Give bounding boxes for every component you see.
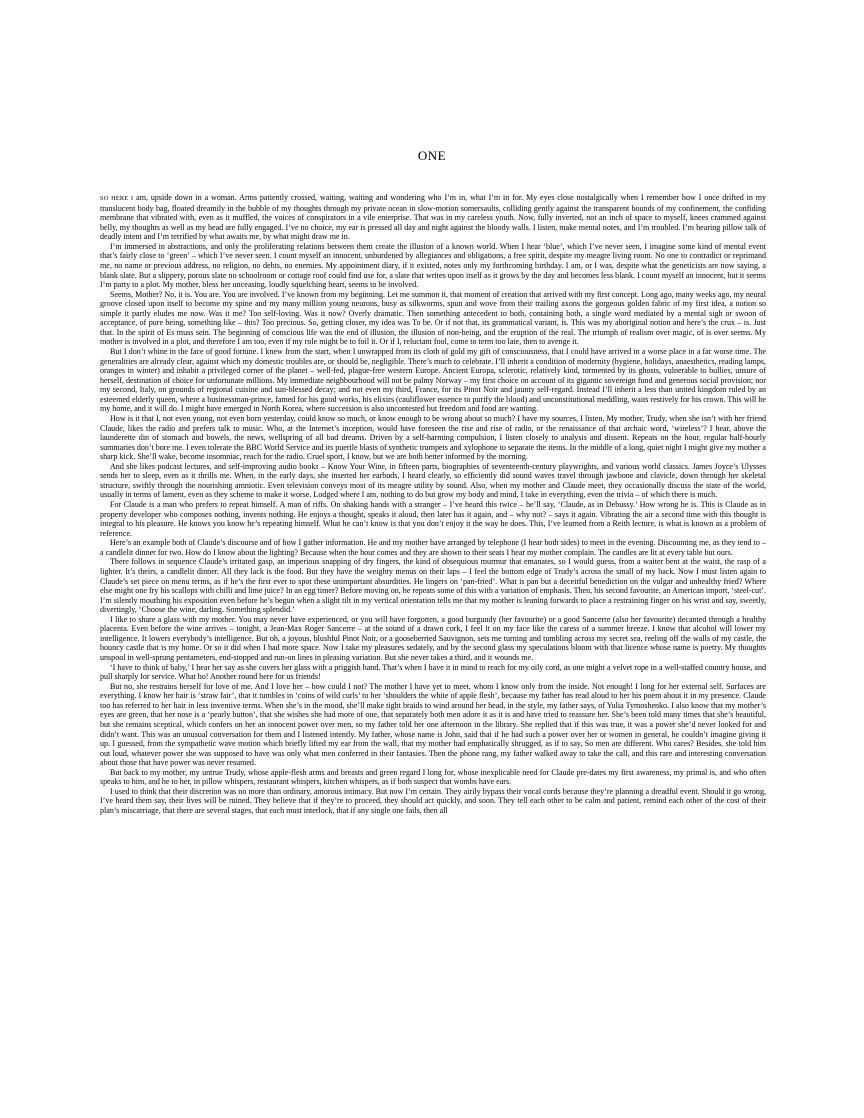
paragraph: I used to think that their discretion was no more than ordinary, amorous intimacy. But now I’m certain. They airily bypass their vocal cords because they’re planning a dreadful event. Should it go wrong, I’ve heard them say, their lives will be ruined. They believe that if they’re to proceed, they should act quickly, and soon. They tell each other to be calm and patient, remind each other of the cost of their plan’s miscarriage, that there are several stages, that each must interlock, that if any single one fails, then all <box>100 786 766 815</box>
paragraph: For Claude is a man who prefers to repeat himself. A man of riffs. On shaking hands with a stranger – I’ve heard this twice – he’ll say, ‘Claude, as in Debussy.’ How wrong he is. This is Claude as in property developer who composes nothing, invents nothing. He enjoys a thought, speaks it aloud, then later has it again, and – why not? – says it again. Vibrating the air a second time with this thought is integral to his pleasure. He knows you know he’s repeating himself. What he can’t know is that you don’t enjoy it the way he does. This, I’ve learned from a Reith lecture, is what is known as a problem of reference. <box>100 500 766 538</box>
paragraph: But I don’t whine in the face of good fortune. I knew from the start, when I unwrapped from its cloth of gold my gift of consciousness, that I could have arrived in a worse place in a far worse time. The generalities are already clear, against which my domestic troubles are, or should be, negligible. There’s much to celebrate. I’ll inherit a condition of modernity (hygiene, holidays, anaesthetics, reading lamps, oranges in winter) and inhabit a privileged corner of the planet – well-fed, plague-free western Europe. Ancient Europa, sclerotic, relatively kind, tormented by its ghosts, vulnerable to bullies, unsure of herself, destination of choice for unfortunate millions. My immediate neighbourhood will not be palmy Norway – my first choice on account of its gigantic sovereign fund and generous social provision; nor my second, Italy, on grounds of regional cuisine and sun-blessed decay; and not even my third, France, for its Pinot Noir and jaunty self-regard. Instead I’ll inherit a less than united kingdom ruled by an esteemed elderly queen, where a businessman-prince, famed for his good works, his elixirs (cauliflower essence to purify the blood) and unconstitutional meddling, waits restively for his crown. This will be my home, and it will do. I might have emerged in North Korea, where succession is also uncontested but freedom and food are wanting. <box>100 347 766 414</box>
chapter-title: ONE <box>417 148 447 163</box>
paragraph: Seems, Mother? No, it is. You are. You are involved. I’ve known from my beginning. Let me summon it, that moment of creation that arrived with my first concept. Long ago, many weeks ago, my neural groove closed upon itself to become my spine and my many million young neurons, busy as silkworms, spun and wove from their trailing axons the gorgeous golden fabric of my first idea, a notion so simple it partly eludes me now. Was it me? Too self-loving. Was it now? Overly dramatic. Then something antecedent to both, containing both, a single word mediated by a mental sigh or swoon of acceptance, of pure being, something like – this? Too precious. So, getting closer, my idea was To be. Or if not that, its grammatical variant, is. This was my aboriginal notion and here’s the crux – is. Just that. In the spirit of Es muss sein. The beginning of conscious life was the end of illusion, the illusion of non-being, and the eruption of the real. The triumph of realism over magic, of is over seems. My mother is involved in a plot, and therefore I am too, even if my role might be to foil it. Or if I, reluctant fool, come to term too late, then to avenge it. <box>100 289 766 347</box>
paragraph: Here’s an example both of Claude’s discourse and of how I gather information. He and my mother have arranged by telephone (I hear both sides) to meet in the evening. Discounting me, as they tend to – a candlelit dinner for two. How do I know about the lighting? Because when the hour comes and they are shown to their seats I hear my mother complain. The candles are lit at every table but ours. <box>100 538 766 557</box>
small-caps-lead: SO HERE I <box>100 195 134 202</box>
paragraph: And she likes podcast lectures, and self-improving audio books – Know Your Wine, in fifteen parts, biographies of seventeenth-century playwrights, and various world classics. James Joyce’s Ulysses sends her to sleep, even as it thrills me. When, in the early days, she inserted her earbuds, I heard clearly, so efficiently did sound waves travel through jawbone and clavicle, down through her skeletal structure, swiftly through the nourishing amniotic. Even television conveys most of its meagre utility by sound. Also, when my mother and Claude meet, they occasionally discuss the state of the world, usually in terms of lament, even as they scheme to make it worse. Lodged where I am, nothing to do but grow my body and mind, I take in everything, even the trivia – of which there is much. <box>100 461 766 500</box>
paragraph: I like to share a glass with my mother. You may never have experienced, or you will have forgotten, a good burgundy (her favourite) or a good Sancerre (also her favourite) decanted through a healthy placenta. Even before the wine arrives – tonight, a Jean-Max Roger Sancerre – at the sound of a drawn cork, I feel it on my face like the caress of a summer breeze. I know that alcohol will lower my intelligence. It lowers everybody’s intelligence. But oh, a joyous, blushful Pinot Noir, or a gooseberried Sauvignon, sets me turning and tumbling across my secret sea, reeling off the walls of my castle, the bouncy castle that is my home. Or so it did when I had more space. Now I take my pleasures sedately, and by the second glass my speculations bloom with that licence whose name is poetry. My thoughts unspool in well-sprung pentameters, end-stopped and run-on lines in pleasing variation. But she never takes a third, and it wounds me. <box>100 614 766 662</box>
paragraph: ‘I have to think of baby,’ I hear her say as she covers her glass with a priggish hand. That’s when I have it in mind to reach for my oily cord, as one might a velvet rope in a well-staffed country house, and pull sharply for service. What ho! Another round here for us friends! <box>100 662 766 682</box>
paragraph: SO HERE I am, upside down in a woman. Arms patiently crossed, waiting, waiting and wondering who I’m in, what I’m in for. My eyes close nostalgically when I remember how I once drifted in my translucent body bag, floated dreamily in the bubble of my thoughts through my private ocean in slow-motion somersaults, colliding gently against the transparent bounds of my confinement, the confiding membrane that vibrated with, even as it muffled, the voices of conspirators in a vile enterprise. That was in my careless youth. Now, fully inverted, not an inch of space to myself, knees crammed against belly, my thoughts as well as my head are fully engaged. I’ve no choice, my ear is pressed all day and night against the bloody walls. I listen, make mental notes, and I’m troubled. I’m hearing pillow talk of deadly intent and I’m terrified by what awaits me, by what might draw me in. <box>100 193 766 242</box>
paragraph: How is it that I, not even young, not even born yesterday, could know so much, or know enough to be wrong about so much? I have my sources, I listen. My mother, Trudy, when she isn’t with her friend Claude, likes the radio and prefers talk to music. Who, at the Internet’s inception, would have foreseen the rise and rise of radio, or the renaissance of that archaic word, ‘wireless’? I hear, above the launderette din of stomach and bowels, the news, wellspring of all bad dreams. Driven by a self-harming compulsion, I listen closely to analysis and dissent. Repeats on the hour, regular half-hourly summaries don’t bore me. I even tolerate the BBC World Service and its puerile blasts of synthetic trumpets and xylophone to separate the items. In the middle of a long, quiet night I might give my mother a sharp kick. She’ll wake, become insomniac, reach for the radio. Cruel sport, I know, but we are both better informed by the morning. <box>100 413 766 462</box>
paragraph: There follows in sequence Claude’s irritated gasp, an imperious snapping of dry fingers, the kind of obsequious murmur that emanates, so I would guess, from a waiter bent at the waist, the rasp of a lighter. It’s theirs, a candlelit dinner. All they lack is the food. But they have the weighty menus on their laps – I feel the bottom edge of Trudy’s across the small of my back. Now I must listen again to Claude’s set piece on menu terms, as if he’s the first ever to spot these unimportant absurdities. He lingers on ‘pan-fried’. What is pan but a deceitful benediction on the vulgar and unhealthy fried? Where else might one fry his scallops with chilli and lime juice? In an egg timer? Before moving on, he repeats some of this with a variation of emphasis. Then, his second favourite, an American import, ‘steel-cut’. I’m silently mouthing his exposition even before he’s begun when a slight tilt in my vertical orientation tells me that my mother is leaning forwards to place a restraining finger on his wrist and say, sweetly, divertingly, ‘Choose the wine, darling. Something splendid.’ <box>100 557 766 615</box>
paragraph: But no, she restrains herself for love of me. And I love her – how could I not? The mother I have yet to meet, whom I know only from the inside. Not enough! I long for her external self. Surfaces are everything. I know her hair is ‘straw fair’, that it tumbles in ‘coins of wild curls’ to her ‘shoulders the white of apple flesh’, because my father has read aloud to her his poem about it in my presence. Claude too has referred to her hair in less inventive terms. When she’s in the mood, she’ll make tight braids to wind around her head, in the style, my father says, of Yulia Tymoshenko. I also know that my mother’s eyes are green, that her nose is a ‘pearly button’, that she wishes she had more of one, that separately both men adore it as it is and have tried to reassure her. She’s been told many times that she’s beautiful, but she remains sceptical, which confers on her an innocent power over men, so my father told her one afternoon in the library. She replied that if this was true, it was a power she’d never looked for and didn’t want. This was an unusual conversation for them and I listened intently. My father, whose name is John, said that if he had such a power over her or women in general, he couldn’t imagine giving it up. I guessed, from the sympathetic wave motion which briefly lifted my ear from the wall, that my mother had emphatically shrugged, as if to say, So men are different. Who cares? Besides, she told him out loud, whatever power she was supposed to have was only what men conferred in their fantasies. Then the phone rang, my father walked away to take the call, and this rare and interesting conversation about those that have power was never resumed. <box>100 681 766 768</box>
chapter-body <box>100 193 766 816</box>
paragraph: But back to my mother, my untrue Trudy, whose apple-flesh arms and breasts and green regard I long for, whose inexplicable need for Claude pre-dates my first awareness, my primal is, and who often speaks to him, and he to her, in pillow whispers, restaurant whispers, kitchen whispers, as if both suspect that wombs have ears. <box>100 767 766 787</box>
paragraph: I’m immersed in abstractions, and only the proliferating relations between them create the illusion of a known world. When I hear ‘blue’, which I’ve never seen, I imagine some kind of mental event that’s fairly close to ‘green’ – which I’ve never seen. I count myself an innocent, unburdened by allegiances and obligations, a free spirit, despite my meagre living room. No one to contradict or reprimand me, no name or previous address, no religion, no debts, no enemies. My appointment diary, if it existed, notes only my forthcoming birthday. I am, or I was, despite what the geneticists are now saying, a blank slate. But a slippery, porous slate no schoolroom or cottage roof could find use for, a slate that writes upon itself as it grows by the day and becomes less blank. I count myself an innocent, but it seems I’m party to a plot. My mother, bless her unceasing, loudly squelching heart, seems to be involved. <box>100 241 766 290</box>
